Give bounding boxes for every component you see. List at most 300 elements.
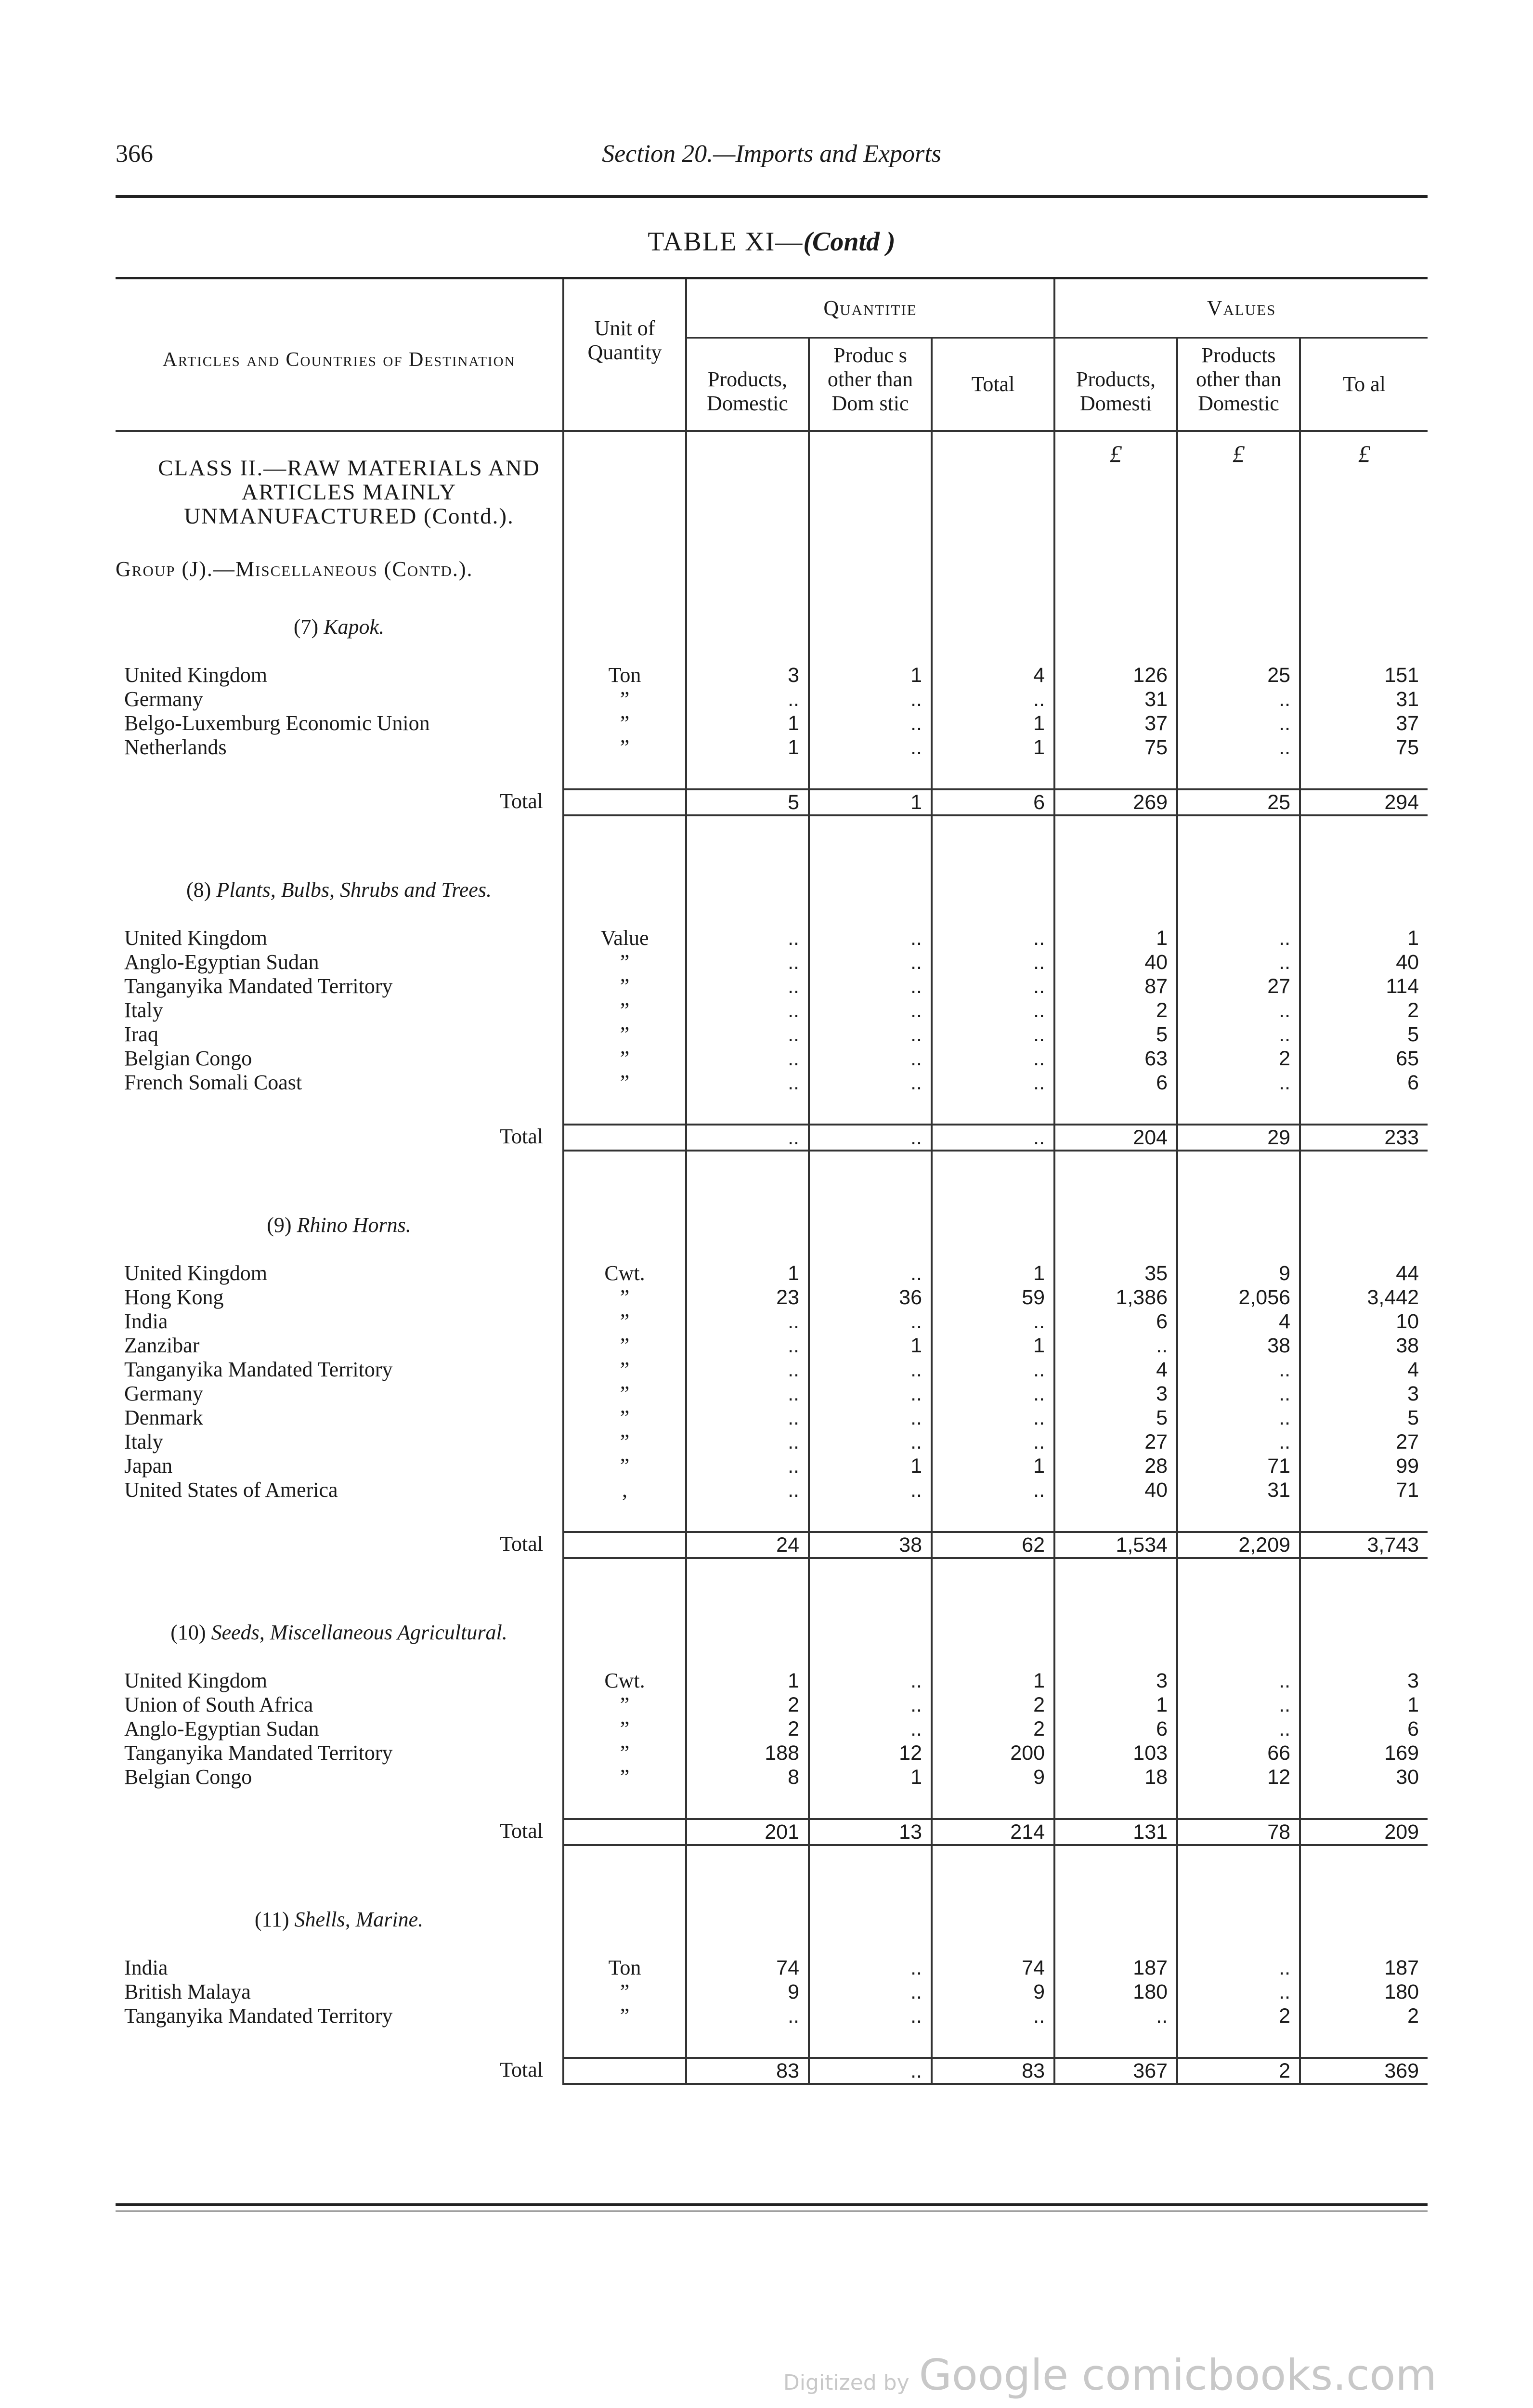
quantities-header: Quantitie bbox=[686, 279, 1054, 338]
qty-domestic: .. bbox=[686, 1071, 809, 1095]
qty-total: 2 bbox=[932, 1717, 1054, 1741]
total-qty-other: .. bbox=[809, 1125, 932, 1151]
country-name: Hong Kong bbox=[124, 1285, 224, 1309]
qty-other: .. bbox=[809, 1717, 932, 1741]
col-qty-domestic: Products, Domestic bbox=[686, 338, 809, 432]
qty-other: .. bbox=[809, 1669, 932, 1693]
table-row bbox=[116, 1382, 1428, 1406]
val-other: .. bbox=[1177, 1956, 1300, 1980]
unit-of-quantity: Ton bbox=[563, 1956, 686, 1980]
val-domestic: 18 bbox=[1054, 1765, 1177, 1789]
country-name: United Kingdom bbox=[124, 1261, 267, 1285]
country-name: Denmark bbox=[124, 1406, 203, 1429]
qty-total: .. bbox=[932, 974, 1054, 998]
subgroup-number: (8) bbox=[186, 878, 211, 902]
val-total: 31 bbox=[1300, 687, 1428, 711]
exports-table bbox=[116, 279, 1428, 2085]
qty-other: .. bbox=[809, 1980, 932, 2004]
country-name: Tanganyika Mandated Territory bbox=[124, 1741, 393, 1765]
total-val-other: 2 bbox=[1177, 2058, 1300, 2084]
total-unit bbox=[563, 2058, 686, 2084]
qty-other: .. bbox=[809, 950, 932, 974]
qty-domestic: 188 bbox=[686, 1741, 809, 1765]
total-qty-domestic: 83 bbox=[686, 2058, 809, 2084]
total-qty-total: .. bbox=[932, 1125, 1054, 1151]
unit-of-quantity: ” bbox=[563, 1047, 686, 1071]
val-domestic: 37 bbox=[1054, 711, 1177, 735]
qty-other: .. bbox=[809, 998, 932, 1022]
table-row bbox=[116, 1071, 1428, 1095]
total-unit bbox=[563, 789, 686, 815]
val-other: .. bbox=[1177, 1358, 1300, 1382]
qty-domestic: 1 bbox=[686, 735, 809, 759]
val-domestic: 40 bbox=[1054, 1478, 1177, 1502]
val-total: 44 bbox=[1300, 1261, 1428, 1285]
subgroup-title: Plants, Bulbs, Shrubs and Trees. bbox=[216, 878, 492, 902]
table-row bbox=[116, 1309, 1428, 1334]
qty-domestic: .. bbox=[686, 1406, 809, 1430]
table-row bbox=[116, 735, 1428, 759]
val-domestic: 126 bbox=[1054, 663, 1177, 687]
subgroup-heading bbox=[116, 1208, 563, 1261]
qty-other: .. bbox=[809, 1478, 932, 1502]
header-rule bbox=[116, 195, 1428, 198]
total-qty-other: 13 bbox=[809, 1819, 932, 1845]
val-total: 3,442 bbox=[1300, 1285, 1428, 1309]
val-total: 5 bbox=[1300, 1022, 1428, 1047]
table-row bbox=[116, 1334, 1428, 1358]
country-name: Union of South Africa bbox=[124, 1693, 313, 1716]
subgroup-heading bbox=[116, 1903, 563, 1956]
qty-domestic: 3 bbox=[686, 663, 809, 687]
val-total: 2 bbox=[1300, 2004, 1428, 2028]
val-domestic: 1,386 bbox=[1054, 1285, 1177, 1309]
subgroup-heading bbox=[116, 1616, 563, 1669]
qty-domestic: 1 bbox=[686, 711, 809, 735]
qty-total: 200 bbox=[932, 1741, 1054, 1765]
total-label: Total bbox=[500, 1125, 543, 1148]
page-number: 366 bbox=[116, 140, 153, 168]
val-total: 71 bbox=[1300, 1478, 1428, 1502]
total-unit bbox=[563, 1125, 686, 1151]
total-unit bbox=[563, 1819, 686, 1845]
val-other: 9 bbox=[1177, 1261, 1300, 1285]
table-row bbox=[116, 1047, 1428, 1071]
val-domestic: 5 bbox=[1054, 1022, 1177, 1047]
table-bottom-rule-thin bbox=[116, 2211, 1428, 2212]
unit-of-quantity: ” bbox=[563, 1285, 686, 1309]
val-total: 40 bbox=[1300, 950, 1428, 974]
qty-total: .. bbox=[932, 998, 1054, 1022]
unit-of-quantity: ” bbox=[563, 1071, 686, 1095]
country-name: Germany bbox=[124, 687, 203, 711]
qty-total: 1 bbox=[932, 1261, 1054, 1285]
qty-other: .. bbox=[809, 2004, 932, 2028]
section-title: Section 20.—Imports and Exports bbox=[602, 140, 941, 168]
country-name: Italy bbox=[124, 998, 163, 1022]
qty-domestic: .. bbox=[686, 1430, 809, 1454]
val-other: 25 bbox=[1177, 663, 1300, 687]
val-total: 1 bbox=[1300, 1693, 1428, 1717]
country-name: Belgo-Luxemburg Economic Union bbox=[124, 711, 430, 735]
unit-of-quantity: ” bbox=[563, 1382, 686, 1406]
unit-of-quantity: ” bbox=[563, 1406, 686, 1430]
qty-other: .. bbox=[809, 1358, 932, 1382]
val-domestic: 3 bbox=[1054, 1669, 1177, 1693]
country-name: Anglo-Egyptian Sudan bbox=[124, 1717, 319, 1741]
table-row bbox=[116, 974, 1428, 998]
table-row bbox=[116, 1765, 1428, 1789]
val-total: 65 bbox=[1300, 1047, 1428, 1071]
val-total: 27 bbox=[1300, 1430, 1428, 1454]
col-unit-header: Unit of Quantity bbox=[563, 279, 686, 431]
val-total: 3 bbox=[1300, 1669, 1428, 1693]
qty-domestic: 9 bbox=[686, 1980, 809, 2004]
unit-of-quantity: ” bbox=[563, 1765, 686, 1789]
total-val-total: 209 bbox=[1300, 1819, 1428, 1845]
country-name: French Somali Coast bbox=[124, 1071, 302, 1094]
qty-total: 9 bbox=[932, 1765, 1054, 1789]
total-val-other: 25 bbox=[1177, 789, 1300, 815]
val-total: 3 bbox=[1300, 1382, 1428, 1406]
country-name: Iraq bbox=[124, 1022, 158, 1046]
table-row bbox=[116, 1478, 1428, 1502]
unit-of-quantity: Cwt. bbox=[563, 1669, 686, 1693]
table-caption-contd: (Contd ) bbox=[803, 227, 896, 257]
country-name: Germany bbox=[124, 1382, 203, 1405]
qty-domestic: 2 bbox=[686, 1693, 809, 1717]
unit-of-quantity: ” bbox=[563, 735, 686, 759]
qty-domestic: .. bbox=[686, 1022, 809, 1047]
val-other: .. bbox=[1177, 1071, 1300, 1095]
qty-other: .. bbox=[809, 1071, 932, 1095]
total-val-total: 233 bbox=[1300, 1125, 1428, 1151]
val-other: 2 bbox=[1177, 1047, 1300, 1071]
unit-of-quantity: Ton bbox=[563, 663, 686, 687]
val-domestic: 1 bbox=[1054, 926, 1177, 950]
qty-total: 1 bbox=[932, 735, 1054, 759]
unit-of-quantity: ” bbox=[563, 1454, 686, 1478]
val-total: 5 bbox=[1300, 1406, 1428, 1430]
country-name: Belgian Congo bbox=[124, 1765, 252, 1789]
watermark-prefix: Digitized by bbox=[783, 2370, 909, 2395]
qty-domestic: 8 bbox=[686, 1765, 809, 1789]
unit-of-quantity: ” bbox=[563, 711, 686, 735]
unit-of-quantity: ” bbox=[563, 687, 686, 711]
qty-other: .. bbox=[809, 711, 932, 735]
total-val-domestic: 269 bbox=[1054, 789, 1177, 815]
unit-of-quantity: ” bbox=[563, 1334, 686, 1358]
qty-domestic: .. bbox=[686, 1047, 809, 1071]
table-row bbox=[116, 2004, 1428, 2028]
val-other: 4 bbox=[1177, 1309, 1300, 1334]
unit-of-quantity: ” bbox=[563, 998, 686, 1022]
val-total: 10 bbox=[1300, 1309, 1428, 1334]
val-domestic: 3 bbox=[1054, 1382, 1177, 1406]
country-name: United Kingdom bbox=[124, 926, 267, 950]
unit-of-quantity: ” bbox=[563, 1980, 686, 2004]
val-other: 38 bbox=[1177, 1334, 1300, 1358]
qty-other: .. bbox=[809, 1693, 932, 1717]
qty-total: 1 bbox=[932, 1334, 1054, 1358]
subgroup-heading bbox=[116, 873, 563, 926]
class-heading: CLASS II.—RAW MATERIALS AND ARTICLES MAINLY UNMANUFACTURED (Contd.). bbox=[158, 456, 540, 529]
table-row bbox=[116, 1693, 1428, 1717]
qty-total: 1 bbox=[932, 1669, 1054, 1693]
table-row bbox=[116, 998, 1428, 1022]
qty-domestic: .. bbox=[686, 950, 809, 974]
qty-other: 1 bbox=[809, 1334, 932, 1358]
subgroup-title: Shells, Marine. bbox=[294, 1908, 424, 1931]
total-qty-total: 83 bbox=[932, 2058, 1054, 2084]
country-name: British Malaya bbox=[124, 1980, 251, 2003]
qty-other: .. bbox=[809, 1309, 932, 1334]
qty-total: .. bbox=[932, 1022, 1054, 1047]
val-other: .. bbox=[1177, 998, 1300, 1022]
val-domestic: 35 bbox=[1054, 1261, 1177, 1285]
qty-domestic: .. bbox=[686, 1334, 809, 1358]
table-caption bbox=[116, 226, 1428, 257]
unit-of-quantity: ” bbox=[563, 1022, 686, 1047]
val-domestic: 6 bbox=[1054, 1309, 1177, 1334]
total-val-other: 78 bbox=[1177, 1819, 1300, 1845]
val-domestic: 28 bbox=[1054, 1454, 1177, 1478]
unit-of-quantity: ” bbox=[563, 1741, 686, 1765]
total-row bbox=[116, 1125, 1428, 1151]
qty-total: .. bbox=[932, 950, 1054, 974]
val-domestic: 4 bbox=[1054, 1358, 1177, 1382]
qty-domestic: 2 bbox=[686, 1717, 809, 1741]
val-other: .. bbox=[1177, 1693, 1300, 1717]
val-domestic: 1 bbox=[1054, 1693, 1177, 1717]
table-row bbox=[116, 950, 1428, 974]
country-name: Japan bbox=[124, 1454, 173, 1478]
val-domestic: 180 bbox=[1054, 1980, 1177, 2004]
total-label: Total bbox=[500, 1532, 543, 1556]
country-name: United Kingdom bbox=[124, 663, 267, 687]
val-domestic: .. bbox=[1054, 1334, 1177, 1358]
country-name: United States of America bbox=[124, 1478, 338, 1502]
val-domestic: 75 bbox=[1054, 735, 1177, 759]
val-domestic: 187 bbox=[1054, 1956, 1177, 1980]
val-total: 187 bbox=[1300, 1956, 1428, 1980]
total-row bbox=[116, 1819, 1428, 1845]
qty-domestic: .. bbox=[686, 687, 809, 711]
total-qty-domestic: 201 bbox=[686, 1819, 809, 1845]
qty-total: .. bbox=[932, 1071, 1054, 1095]
qty-total: 2 bbox=[932, 1693, 1054, 1717]
val-domestic: 40 bbox=[1054, 950, 1177, 974]
qty-total: .. bbox=[932, 1309, 1054, 1334]
total-label: Total bbox=[500, 789, 543, 813]
table-row bbox=[116, 687, 1428, 711]
qty-other: 12 bbox=[809, 1741, 932, 1765]
col-qty-total: Total bbox=[932, 338, 1054, 432]
col-val-total: To al bbox=[1300, 338, 1428, 432]
unit-of-quantity: ” bbox=[563, 1309, 686, 1334]
unit-of-quantity: , bbox=[563, 1478, 686, 1502]
subgroup-number: (9) bbox=[267, 1213, 292, 1237]
total-label: Total bbox=[500, 2058, 543, 2081]
total-qty-total: 62 bbox=[932, 1532, 1054, 1558]
qty-other: 1 bbox=[809, 1765, 932, 1789]
qty-total: 1 bbox=[932, 1454, 1054, 1478]
table-row bbox=[116, 1285, 1428, 1309]
pound-sign: £ bbox=[1177, 431, 1300, 528]
val-other: 2 bbox=[1177, 2004, 1300, 2028]
subgroup-number: (10) bbox=[170, 1621, 206, 1644]
pound-sign: £ bbox=[1054, 431, 1177, 528]
val-other: 27 bbox=[1177, 974, 1300, 998]
qty-domestic: .. bbox=[686, 998, 809, 1022]
table-row bbox=[116, 1261, 1428, 1285]
qty-domestic: 1 bbox=[686, 1669, 809, 1693]
subgroup-title: Rhino Horns. bbox=[297, 1213, 411, 1237]
unit-of-quantity: ” bbox=[563, 1358, 686, 1382]
total-val-total: 369 bbox=[1300, 2058, 1428, 2084]
subgroup-heading bbox=[116, 610, 563, 663]
val-total: 4 bbox=[1300, 1358, 1428, 1382]
qty-other: .. bbox=[809, 1047, 932, 1071]
qty-total: 74 bbox=[932, 1956, 1054, 1980]
table-bottom-rule bbox=[116, 2203, 1428, 2206]
table-body bbox=[116, 431, 1428, 2084]
table-row bbox=[116, 1358, 1428, 1382]
val-other: .. bbox=[1177, 950, 1300, 974]
total-val-total: 294 bbox=[1300, 789, 1428, 815]
qty-total: .. bbox=[932, 926, 1054, 950]
val-total: 38 bbox=[1300, 1334, 1428, 1358]
val-domestic: 5 bbox=[1054, 1406, 1177, 1430]
qty-total: .. bbox=[932, 1047, 1054, 1071]
total-qty-domestic: .. bbox=[686, 1125, 809, 1151]
table-row bbox=[116, 1980, 1428, 2004]
total-label: Total bbox=[500, 1819, 543, 1843]
table-row bbox=[116, 1956, 1428, 1980]
qty-domestic: .. bbox=[686, 1309, 809, 1334]
qty-total: 4 bbox=[932, 663, 1054, 687]
val-other: .. bbox=[1177, 711, 1300, 735]
subgroup-number: (11) bbox=[254, 1908, 289, 1931]
qty-total: .. bbox=[932, 1430, 1054, 1454]
total-qty-other: 38 bbox=[809, 1532, 932, 1558]
table-row bbox=[116, 1022, 1428, 1047]
subgroup-title: Kapok. bbox=[324, 615, 385, 639]
val-domestic: 63 bbox=[1054, 1047, 1177, 1071]
col-qty-other: Produc s other than Dom stic bbox=[809, 338, 932, 432]
total-qty-other: .. bbox=[809, 2058, 932, 2084]
total-qty-other: 1 bbox=[809, 789, 932, 815]
country-name: Tanganyika Mandated Territory bbox=[124, 974, 393, 998]
table-row bbox=[116, 1669, 1428, 1693]
table-row bbox=[116, 1717, 1428, 1741]
qty-other: .. bbox=[809, 1022, 932, 1047]
qty-other: 36 bbox=[809, 1285, 932, 1309]
qty-total: 1 bbox=[932, 711, 1054, 735]
val-other: 2,056 bbox=[1177, 1285, 1300, 1309]
qty-total: 9 bbox=[932, 1980, 1054, 2004]
val-other: 12 bbox=[1177, 1765, 1300, 1789]
qty-other: .. bbox=[809, 974, 932, 998]
val-other: .. bbox=[1177, 1430, 1300, 1454]
qty-other: .. bbox=[809, 1382, 932, 1406]
val-total: 6 bbox=[1300, 1071, 1428, 1095]
country-name: Tanganyika Mandated Territory bbox=[124, 1358, 393, 1381]
country-name: United Kingdom bbox=[124, 1669, 267, 1692]
val-domestic: 103 bbox=[1054, 1741, 1177, 1765]
total-qty-domestic: 24 bbox=[686, 1532, 809, 1558]
unit-of-quantity: Value bbox=[563, 926, 686, 950]
qty-other: .. bbox=[809, 687, 932, 711]
qty-domestic: 74 bbox=[686, 1956, 809, 1980]
table-row bbox=[116, 1741, 1428, 1765]
val-total: 99 bbox=[1300, 1454, 1428, 1478]
unit-of-quantity: Cwt. bbox=[563, 1261, 686, 1285]
val-domestic: 87 bbox=[1054, 974, 1177, 998]
total-val-domestic: 367 bbox=[1054, 2058, 1177, 2084]
col-val-domestic: Products, Domesti bbox=[1054, 338, 1177, 432]
qty-domestic: 23 bbox=[686, 1285, 809, 1309]
qty-other: .. bbox=[809, 735, 932, 759]
qty-total: .. bbox=[932, 687, 1054, 711]
val-other: .. bbox=[1177, 735, 1300, 759]
val-total: 2 bbox=[1300, 998, 1428, 1022]
qty-other: .. bbox=[809, 1406, 932, 1430]
val-other: .. bbox=[1177, 1717, 1300, 1741]
qty-other: .. bbox=[809, 926, 932, 950]
table-row bbox=[116, 1406, 1428, 1430]
total-row bbox=[116, 2058, 1428, 2084]
total-val-other: 29 bbox=[1177, 1125, 1300, 1151]
table-row bbox=[116, 663, 1428, 687]
subgroup-number: (7) bbox=[293, 615, 319, 639]
unit-of-quantity: ” bbox=[563, 1430, 686, 1454]
val-other: .. bbox=[1177, 1022, 1300, 1047]
total-unit bbox=[563, 1532, 686, 1558]
val-total: 1 bbox=[1300, 926, 1428, 950]
qty-other: .. bbox=[809, 1261, 932, 1285]
qty-domestic: .. bbox=[686, 1382, 809, 1406]
qty-other: 1 bbox=[809, 663, 932, 687]
unit-of-quantity: ” bbox=[563, 950, 686, 974]
total-val-total: 3,743 bbox=[1300, 1532, 1428, 1558]
country-name: Zanzibar bbox=[124, 1334, 200, 1357]
unit-of-quantity: ” bbox=[563, 1717, 686, 1741]
watermark-text: Google comicbooks.com bbox=[919, 2350, 1437, 2400]
total-row bbox=[116, 1532, 1428, 1558]
total-val-other: 2,209 bbox=[1177, 1532, 1300, 1558]
unit-of-quantity: ” bbox=[563, 1693, 686, 1717]
qty-total: 59 bbox=[932, 1285, 1054, 1309]
val-total: 6 bbox=[1300, 1717, 1428, 1741]
pound-sign: £ bbox=[1300, 431, 1428, 528]
val-domestic: 6 bbox=[1054, 1717, 1177, 1741]
val-other: .. bbox=[1177, 687, 1300, 711]
qty-domestic: .. bbox=[686, 1478, 809, 1502]
unit-of-quantity: ” bbox=[563, 2004, 686, 2028]
val-domestic: .. bbox=[1054, 2004, 1177, 2028]
qty-domestic: 1 bbox=[686, 1261, 809, 1285]
total-val-domestic: 204 bbox=[1054, 1125, 1177, 1151]
qty-other: .. bbox=[809, 1956, 932, 1980]
values-header: Values bbox=[1054, 279, 1428, 338]
val-other: .. bbox=[1177, 1406, 1300, 1430]
country-name: Italy bbox=[124, 1430, 163, 1453]
country-name: Belgian Congo bbox=[124, 1047, 252, 1070]
val-other: .. bbox=[1177, 1382, 1300, 1406]
qty-domestic: .. bbox=[686, 2004, 809, 2028]
country-name: Anglo-Egyptian Sudan bbox=[124, 950, 319, 974]
